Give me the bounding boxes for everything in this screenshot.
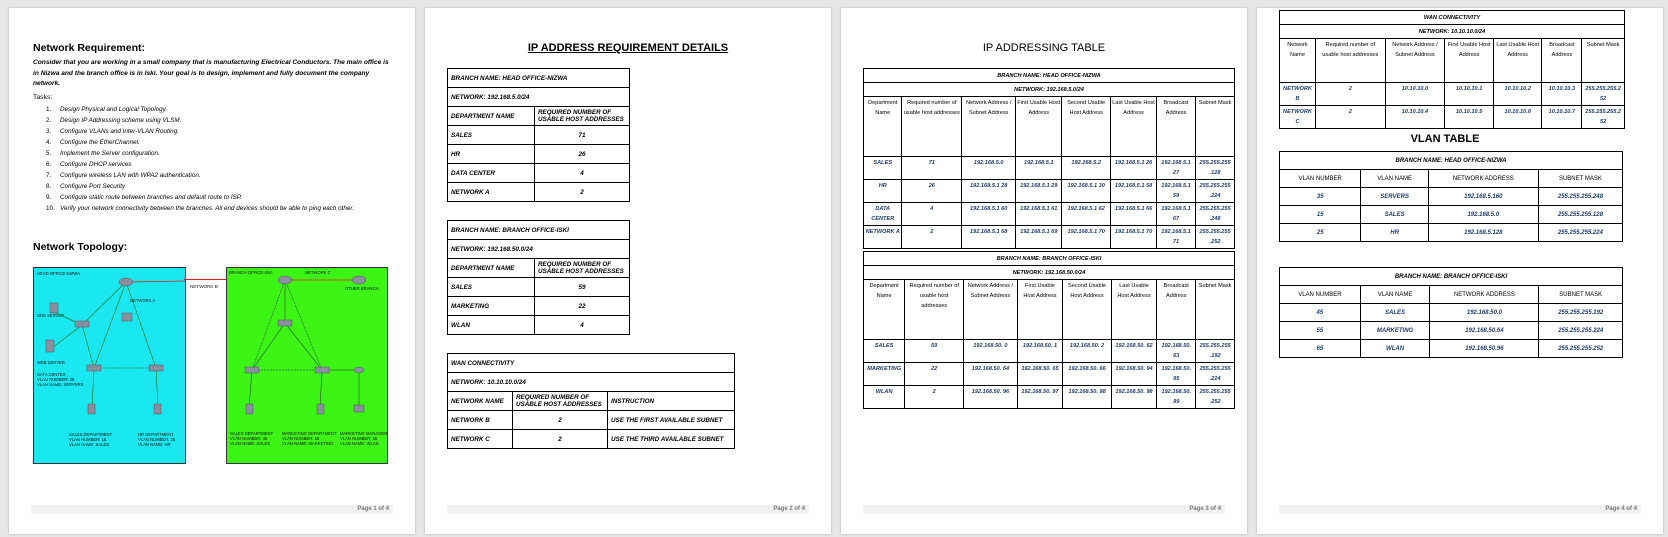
page-footer: Page 2 of 4: [447, 505, 809, 514]
intro-paragraph: Consider that you are working in a small company that is manufacturing Electrical Conductors. The main office is in Nizwa and the branch office is in Iski. Your goal is to design, implement and fully document the company network.: [33, 59, 389, 87]
table-row: DATA CENTER 4: [448, 164, 630, 183]
wan-requirement-table: [447, 353, 735, 449]
header-row: Network Name Required number of usable host addresses Network Address / Subnet Address First Usable Host Address Last Usable Host Address Broadcast Address Subnet Mask: [1280, 39, 1625, 83]
table-row: MARKETING 22 192.168.50. 64 192.168.50. 65 192.168.50. 66 192.168.50. 94 192.168.50. 95 255.255.255 .224: [864, 363, 1235, 386]
page-title: IP ADDRESS REQUIREMENT DETAILS: [527, 42, 729, 54]
dns-server-label: DNS SERVER: [37, 313, 65, 318]
nizwa-requirement-table: [447, 68, 630, 202]
branch-office-topology-drawing: [227, 268, 387, 463]
table-row: HR 26 192.168.5.1 28 192.168.5.1 29 192.168.5.1 30 192.168.5.1 58 192.168.5.1 59 255.255.255 .224: [864, 180, 1235, 203]
table-row: 15 SALES 192.168.5.0 255.255.255.128: [1280, 206, 1623, 224]
table-row: SALES 71: [448, 126, 630, 145]
switch-icon: [75, 321, 89, 327]
table-row: SALES 71 192.168.5.0 192.168.5.1 192.168.5.2 192.168.5.1 26 192.168.5.1 27 255.255.255 .128: [864, 157, 1235, 180]
iski-vlan-table: [1279, 267, 1623, 358]
iski-addressing-table: [863, 251, 1235, 409]
task-item: 5. Implement the Server configuration.: [46, 150, 160, 157]
table-row: SALES 59: [448, 278, 630, 297]
task-item: 4. Configure the EtherChannel.: [46, 139, 140, 146]
column-header: NETWORK NAME: [448, 392, 513, 411]
iski-sales-label: SALES DEPARTMENT VLAN NUMBER: 45 VLAN NAME: SALES: [230, 431, 274, 446]
table-row: 65 WLAN 192.168.50.96 255.255.255.252: [1280, 340, 1623, 358]
server-icon: [122, 313, 132, 321]
task-item: 2. Design IP Addressing scheme using VLSM.: [46, 117, 182, 124]
column-header: DEPARTMENT NAME: [448, 107, 535, 126]
page-1: [9, 8, 415, 534]
table-row: NETWORK C 2 USE THE THIRD AVAILABLE SUBNET: [448, 430, 735, 449]
header-row: VLAN NUMBER VLAN NAME NETWORK ADDRESS SUBNET MASK: [1280, 170, 1623, 188]
column-header: DEPARTMENT NAME: [448, 259, 535, 278]
network-cell: NETWORK: 10.10.10.0/24: [448, 373, 735, 392]
table-row: NETWORK B 2 USE THE FIRST AVAILABLE SUBNET: [448, 411, 735, 430]
wan-addressing-table: [1279, 10, 1625, 129]
nizwa-vlan-table: [1279, 151, 1623, 242]
task-item: 8. Configure Port Security: [46, 183, 126, 190]
nizwa-addressing-table: [863, 68, 1235, 249]
server-icon: [50, 303, 58, 313]
router-icon: [278, 276, 292, 284]
topology-head-office-zone: [33, 267, 186, 464]
page-3: [841, 8, 1247, 534]
iski-manager-label: MARKETING MANAGER VLAN NUMBER: 65 VLAN NAME: WLAN: [340, 431, 388, 446]
header-row: Department Name Required number of usable host addresses Network Address / Subnet Address First Usable Host Address Second Usable Host Address Last Usable Host Address Broadcast Address Subnet Mask: [864, 97, 1235, 157]
switch-icon: [315, 367, 329, 373]
branch-name-cell: BRANCH NAME: BRANCH OFFICE-ISKI: [448, 221, 630, 240]
network-a-label: NETWORK A: [130, 298, 156, 303]
branch-name-cell: BRANCH NAME: HEAD OFFICE-NIZWA: [864, 69, 1235, 83]
wan-title-cell: WAN CONNECTIVITY: [448, 354, 735, 373]
network-cell: NETWORK: 192.168.5.0/24: [864, 83, 1235, 97]
page-footer: Page 4 of 4: [1279, 505, 1641, 514]
table-row: 55 MARKETING 192.168.50.64 255.255.255.224: [1280, 322, 1623, 340]
laptop-icon: [354, 405, 364, 412]
table-row: NETWORK C 2 10.10.10.4 10.10.10.5 10.10.10.6 10.10.10.7 255.255.255.2 52: [1280, 106, 1625, 129]
network-cell: NETWORK: 192.168.50.0/24: [448, 240, 630, 259]
task-item: 7. Configure wireless LAN with WPA2 authentication.: [46, 172, 201, 179]
branch-name-cell: BRANCH NAME: BRANCH OFFICE-ISKI: [864, 252, 1235, 266]
column-header: REQUIRED NUMBER OF USABLE HOST ADDRESSES: [535, 107, 630, 126]
head-office-label: HEAD OFFICE-NIZWA: [37, 271, 80, 276]
table-row: 45 SALES 192.168.50.0 255.255.255.192: [1280, 304, 1623, 322]
switch-icon: [245, 367, 259, 373]
column-header: REQUIRED NUMBER OF USABLE HOST ADDRESSES: [535, 259, 630, 278]
table-row: WLAN 2 192.168.50. 96 192.168.50. 97 192.168.50. 98 192.168.50. 98 192.168.50. 99 255.255.255 .252: [864, 386, 1235, 409]
network-b-label: NETWORK B: [190, 284, 218, 289]
pc-icon: [88, 404, 95, 414]
task-item: 6. Configure DHCP services: [46, 161, 132, 168]
wan-title-cell: WAN CONNECTIVITY: [1280, 11, 1625, 25]
table-row: MARKETING 22: [448, 297, 630, 316]
network-c-label: NETWORK C: [305, 270, 331, 275]
hr-dept-label: HR DEPARTMENT VLAN NUMBER: 25 VLAN NAME: HR: [138, 432, 176, 447]
branch-name-cell: BRANCH NAME: BRANCH OFFICE-ISKI: [1280, 268, 1623, 286]
task-item: 9. Configure static route between branches and default route to ISP.: [46, 194, 242, 201]
table-row: SALES 59 192.168.50. 0 192.168.50. 1 192.168.50. 2 192.168.50. 62 192.168.50. 63 255.255.255 .192: [864, 340, 1235, 363]
iski-marketing-label: MARKETING DEPARTMENT VLAN NUMBER: 55 VLAN NAME: MARKETING: [282, 431, 337, 446]
switch-icon: [278, 320, 292, 326]
sales-dept-label: SALES DEPARTMENT VLAN NUMBER: 15 VLAN NAME: SALES: [69, 432, 113, 447]
task-item: 1. Design Physical and Logical Topology.: [46, 106, 168, 113]
table-row: DATA CENTER 4 192.168.5.1 60 192.168.5.1 61 192.168.5.1 62 192.168.5.1 66 192.168.5.1 67 255.255.255 .248: [864, 203, 1235, 226]
table-row: 35 SERVERS 192.168.5.160 255.255.255.248: [1280, 188, 1623, 206]
header-row: VLAN NUMBER VLAN NAME NETWORK ADDRESS SUBNET MASK: [1280, 286, 1623, 304]
task-item: 3. Configure VLANs and Inter-VLAN Routing.: [46, 128, 179, 135]
router-icon: [119, 278, 133, 286]
task-list: [33, 104, 391, 214]
network-cell: NETWORK: 192.168.50.0/24: [864, 266, 1235, 280]
table-row: WLAN 4: [448, 316, 630, 335]
page-footer: Page 1 of 4: [31, 505, 393, 514]
column-header: INSTRUCTION: [608, 392, 735, 411]
web-server-label: WEB SERVER: [37, 360, 65, 365]
branch-name-cell: BRANCH NAME: HEAD OFFICE-NIZWA: [448, 69, 630, 88]
header-row: Department Name Required number of usable host addresses Network Address / Subnet Address First Usable Host Address Second Usable Host Address Last Usable Host Address Broadcast Address Subnet Mask: [864, 280, 1235, 340]
data-center-label: DATA CENTER VLAN NUMBER: 35 VLAN NAME: SERVERS: [37, 372, 84, 387]
topology-heading: Network Topology:: [33, 241, 128, 253]
page-4: [1257, 8, 1663, 534]
pc-icon: [246, 404, 253, 414]
wireless-router-icon: [354, 367, 364, 373]
router-icon: [352, 276, 366, 284]
iski-requirement-table: [447, 220, 630, 335]
column-header: REQUIRED NUMBER OF USABLE HOST ADDRESSES: [513, 392, 608, 411]
vlan-table-title: VLAN TABLE: [1410, 133, 1480, 145]
table-row: NETWORK A 2: [448, 183, 630, 202]
topology-branch-office-zone: [226, 267, 388, 464]
network-cell: NETWORK: 10.10.10.0/24: [1280, 25, 1625, 39]
table-row: NETWORK A 2 192.168.5.1 68 192.168.5.1 69 192.168.5.1 70 192.168.5.1 70 192.168.5.1 71 255.255.255 .252: [864, 226, 1235, 249]
wan-link-b: [184, 279, 226, 280]
branch-office-label: BRANCH OFFICE-ISKI: [229, 270, 273, 275]
switch-icon: [87, 365, 101, 371]
page-title: IP ADDRESSING TABLE: [982, 42, 1106, 54]
head-office-topology-drawing: [34, 268, 185, 463]
table-row: 25 HR 192.168.5.128 255.255.255.224: [1280, 224, 1623, 242]
table-row: NETWORK B 2 10.10.10.0 10.10.10.1 10.10.10.2 10.10.10.3 255.255.255.2 52: [1280, 83, 1625, 106]
page-2: [425, 8, 831, 534]
other-branch-label: OTHER BRANCH: [345, 286, 379, 291]
table-row: HR 26: [448, 145, 630, 164]
switch-icon: [149, 365, 163, 371]
pc-icon: [154, 404, 161, 414]
task-item: 10. Verify your network connectivity between the branches. All end devices should be able to ping each other.: [46, 205, 355, 212]
page-footer: Page 3 of 4: [863, 505, 1225, 514]
requirement-heading: Network Requirement:: [33, 42, 146, 54]
server-icon: [46, 340, 54, 352]
branch-name-cell: BRANCH NAME: HEAD OFFICE-NIZWA: [1280, 152, 1623, 170]
pc-icon: [317, 404, 324, 414]
tasks-label: Tasks:: [33, 94, 53, 101]
network-cell: NETWORK: 192.168.5.0/24: [448, 88, 630, 107]
